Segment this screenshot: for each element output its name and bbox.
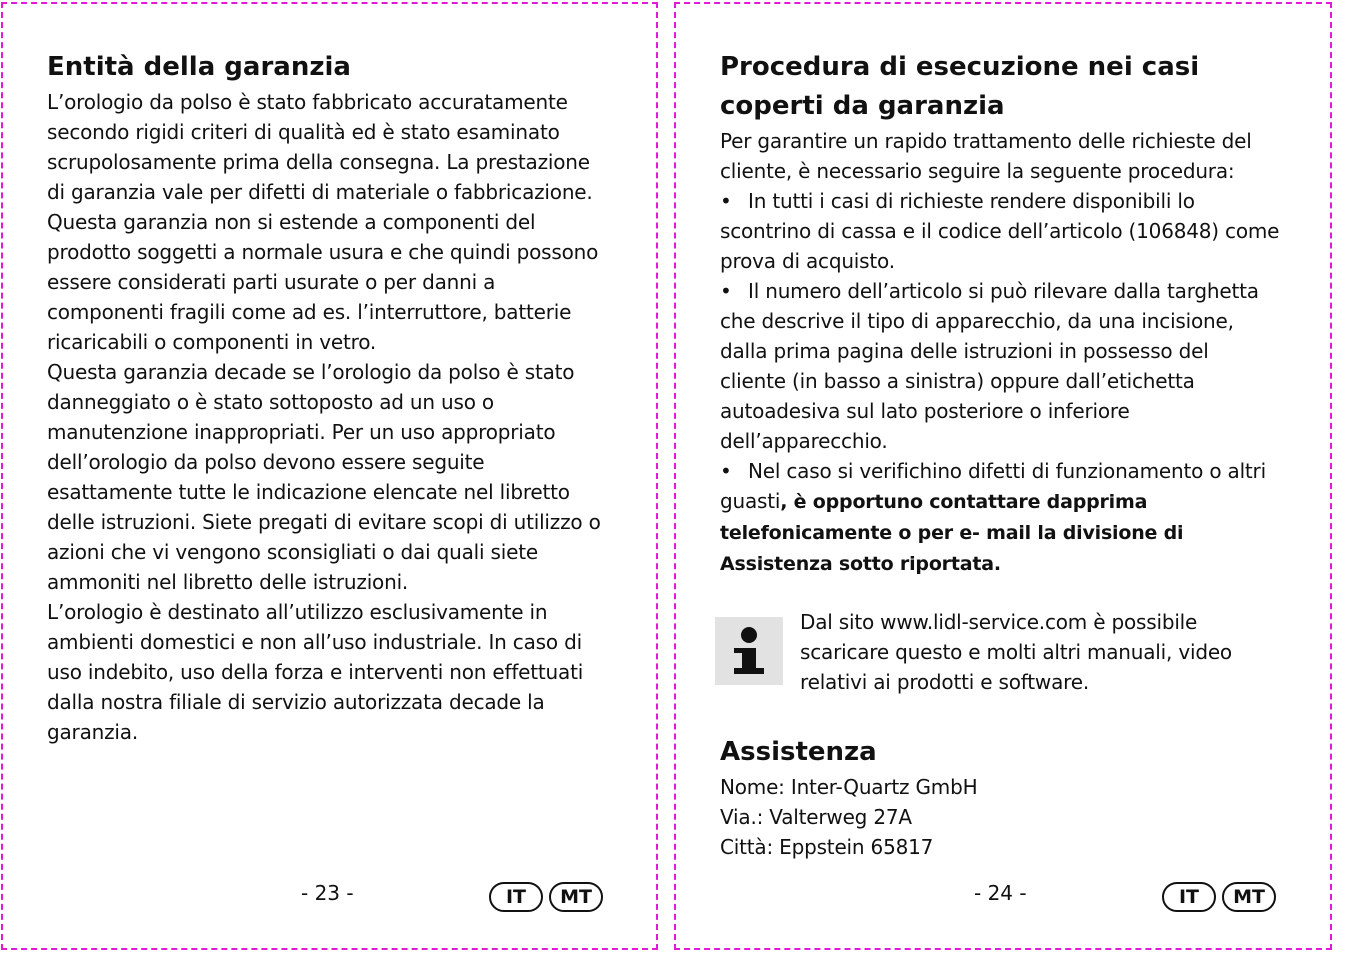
bullet-icon: •	[720, 459, 732, 483]
procedure-intro: Per garantire un rapido trattamento delle richieste del cliente, è necessario seguire la seguente procedura:	[720, 129, 1252, 183]
left-page	[1, 2, 658, 950]
list-item	[720, 186, 1280, 276]
list-item	[720, 456, 1280, 579]
bullet-icon: •	[720, 279, 732, 303]
right-page-content	[720, 48, 1280, 862]
list-item	[720, 276, 1280, 456]
service-city: Città: Eppstein 65817	[720, 835, 934, 859]
left-page-content	[47, 48, 607, 747]
language-badge-mt: MT	[549, 882, 603, 912]
paragraph-domestic-use: L’orologio è destinato all’utilizzo esclusivamente in ambienti domestici e non all’uso industriale. In caso di uso indebito, uso della forza e interventi non effettuati dalla nostra filiale di servizio autorizzata decade la garanzia.	[47, 600, 584, 744]
language-badges	[489, 882, 603, 912]
warranty-scope-heading: Entità della garanzia	[47, 52, 351, 82]
language-badge-it: IT	[1162, 882, 1216, 912]
bullet-text: Nel caso si verifichino difetti di funzionamento o altri guasti	[720, 459, 1266, 513]
language-badges	[1162, 882, 1276, 912]
right-page	[674, 2, 1332, 950]
language-badge-mt: MT	[1222, 882, 1276, 912]
info-text: Dal sito www.lidl-service.com è possibile scaricare questo e molti altri manuali, video relativi ai prodotti e software.	[800, 610, 1232, 694]
info-box	[720, 607, 1280, 707]
bullet-icon: •	[720, 189, 732, 213]
paragraph-void-conditions: Questa garanzia decade se l’orologio da polso è stato danneggiato o è stato sottoposto ad un uso o manutenzione inappropriati. Per un uso appropriato dell’orologio da polso devono essere seguite esattamente tutte le indicazione elencate nel libretto delle istruzioni. Siete pregati di evitare scopi di utilizzo o azioni che vi vengono sconsigliati o dai quali siete ammoniti nel libretto delle istruzioni.	[47, 360, 601, 594]
service-name: Nome: Inter-Quartz GmbH	[720, 775, 978, 799]
procedure-heading: Procedura di esecuzione nei casi coperti da garanzia	[720, 52, 1200, 121]
bullet-text: In tutti i casi di richieste rendere disponibili lo scontrino di cassa e il codice dell’articolo (106848) come prova di acquisto.	[720, 189, 1280, 273]
service-heading: Assistenza	[720, 737, 877, 767]
service-street: Via.: Valterweg 27A	[720, 805, 912, 829]
language-badge-it: IT	[489, 882, 543, 912]
paragraph-quality: L’orologio da polso è stato fabbricato accuratamente secondo rigidi criteri di qualità ed è stato esaminato scrupolosamente prima della consegna. La prestazione di garanzia vale per difetti di materiale o fabbricazione. Questa garanzia non si estende a componenti del prodotto soggetti a normale usura e che quindi possono essere considerati parti usurate o per danni a componenti fragili come ad es. l’interruttore, batterie ricaricabili o componenti in vetro.	[47, 90, 599, 354]
page-number: - 23 -	[301, 881, 354, 905]
info-icon	[715, 617, 783, 685]
page-number: - 24 -	[974, 881, 1027, 905]
bullet-text-bold: , è opportuno contattare dapprima telefonicamente o per e- mail la divisione di Assistenza sotto riportata.	[720, 491, 1184, 575]
bullet-text: Il numero dell’articolo si può rilevare dalla targhetta che descrive il tipo di apparecchio, da una incisione, dalla prima pagina delle istruzioni in possesso del cliente (in basso a sinistra) oppure dall’etichetta autoadesiva sul lato posteriore o inferiore dell’apparecchio.	[720, 279, 1259, 453]
